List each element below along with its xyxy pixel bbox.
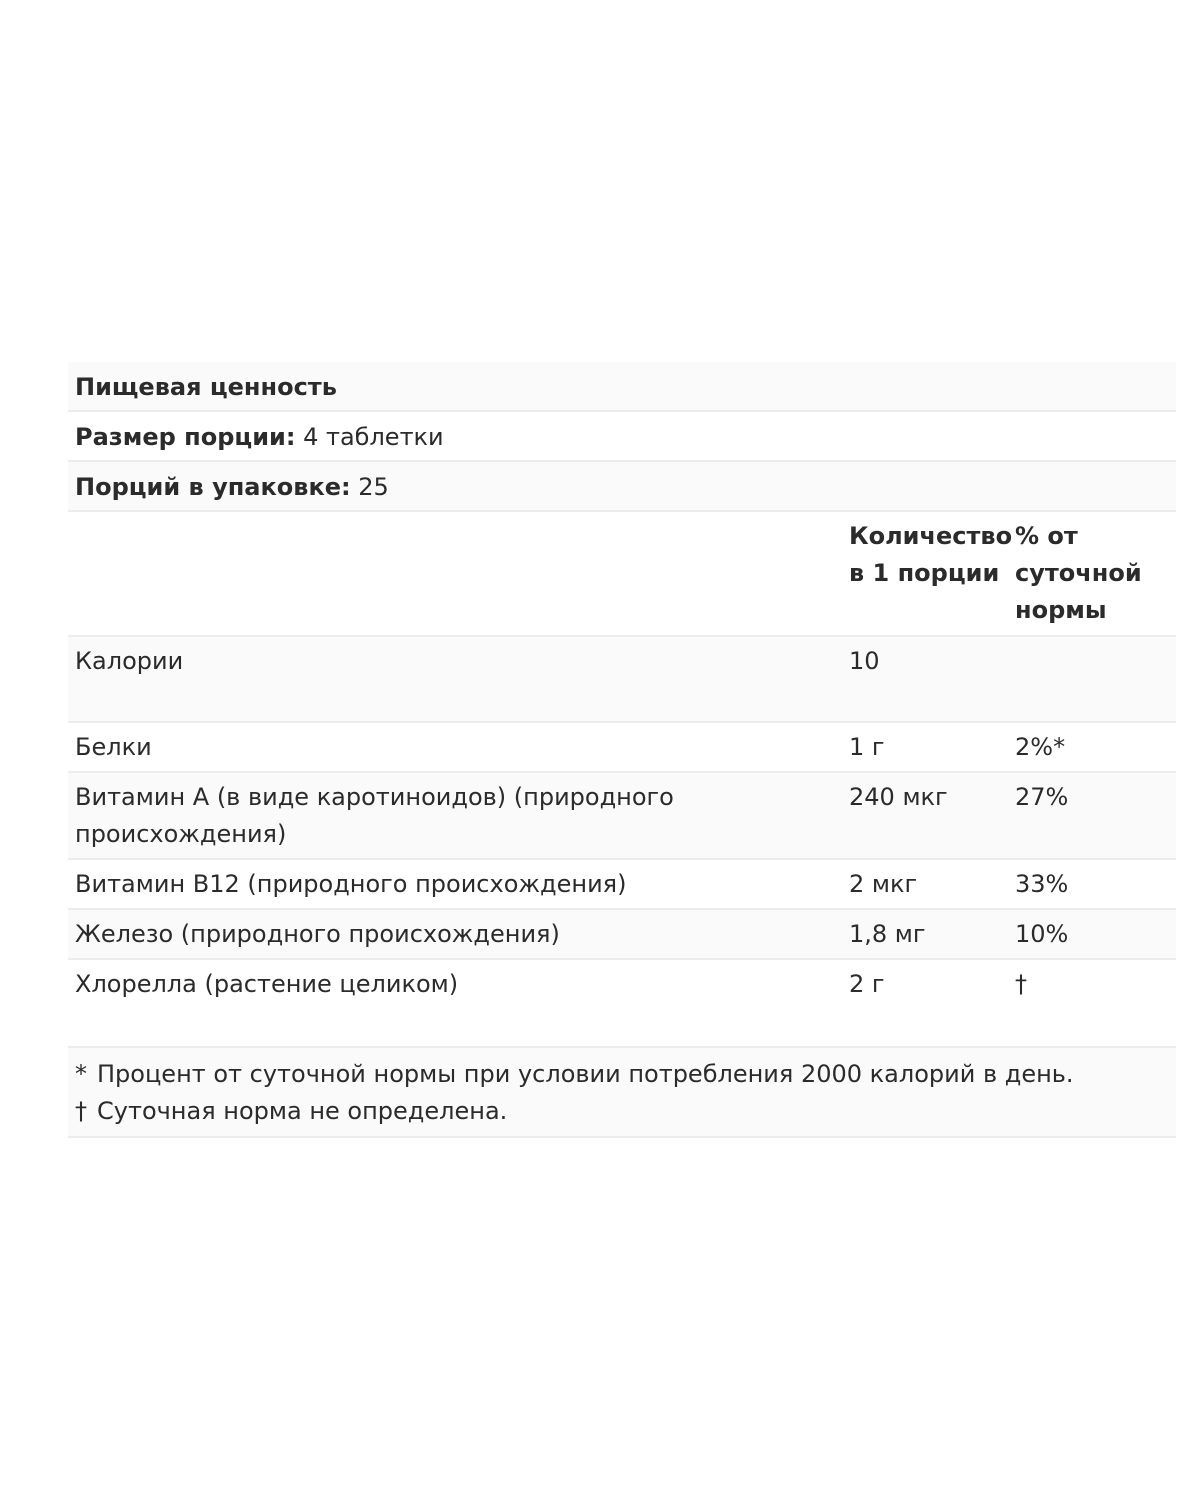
footnote [75, 1093, 1176, 1130]
column-header-amount [842, 518, 1013, 592]
supplement-facts-table [68, 362, 1176, 1138]
nutrient-amount: 1 г [849, 733, 885, 761]
amount-header-line-1: Количество [849, 522, 1013, 550]
footnote [75, 1056, 1176, 1093]
nutrient-amount: 240 мкг [849, 783, 948, 811]
table-row [68, 860, 1176, 910]
facts-title-row [68, 362, 1176, 412]
nutrient-amount: 10 [849, 647, 880, 675]
nutrient-amount: 2 мкг [849, 870, 918, 898]
nutrient-name: Калории [75, 647, 184, 675]
dv-header-line-3: нормы [1015, 596, 1107, 624]
nutrient-name: Витамин А (в виде каротиноидов) (природного происхождения) [75, 783, 674, 848]
dv-header-line-1: % от [1015, 522, 1078, 550]
nutrient-name: Белки [75, 733, 152, 761]
footnote-text: Процент от суточной нормы при условии потребления 2000 калорий в день. [97, 1060, 1074, 1088]
column-header-daily-value [1008, 518, 1176, 629]
nutrient-amount: 2 г [849, 970, 885, 998]
amount-header-line-2: в 1 порции [849, 559, 1000, 587]
serving-size-row [68, 412, 1176, 462]
nutrient-daily-value: 27% [1015, 783, 1069, 811]
nutrient-amount: 1,8 мг [849, 920, 926, 948]
servings-per-container-label: Порций в упаковке: [75, 473, 351, 501]
table-row [68, 960, 1176, 1046]
dv-header-line-2: суточной [1015, 559, 1142, 587]
nutrient-name: Витамин B12 (природного происхождения) [75, 870, 627, 898]
nutrient-daily-value: 10% [1015, 920, 1069, 948]
facts-title: Пищевая ценность [75, 373, 337, 401]
nutrient-daily-value: 33% [1015, 870, 1069, 898]
nutrient-name: Железо (природного происхождения) [75, 920, 560, 948]
servings-per-container-row [68, 462, 1176, 512]
table-row [68, 773, 1176, 860]
table-row [68, 637, 1176, 723]
footnote-text: Суточная норма не определена. [97, 1097, 508, 1125]
footnotes [68, 1046, 1176, 1138]
nutrient-daily-value: † [1015, 970, 1027, 998]
serving-size-value: 4 таблетки [303, 423, 444, 451]
serving-size-label: Размер порции: [75, 423, 296, 451]
nutrient-daily-value: 2%* [1015, 733, 1066, 761]
servings-per-container-value: 25 [358, 473, 389, 501]
table-row [68, 910, 1176, 960]
footnote-mark: * [75, 1060, 87, 1088]
nutrient-name: Хлорелла (растение целиком) [75, 970, 459, 998]
column-header-row [68, 512, 1176, 637]
footnote-mark: † [75, 1097, 87, 1125]
table-row [68, 723, 1176, 773]
